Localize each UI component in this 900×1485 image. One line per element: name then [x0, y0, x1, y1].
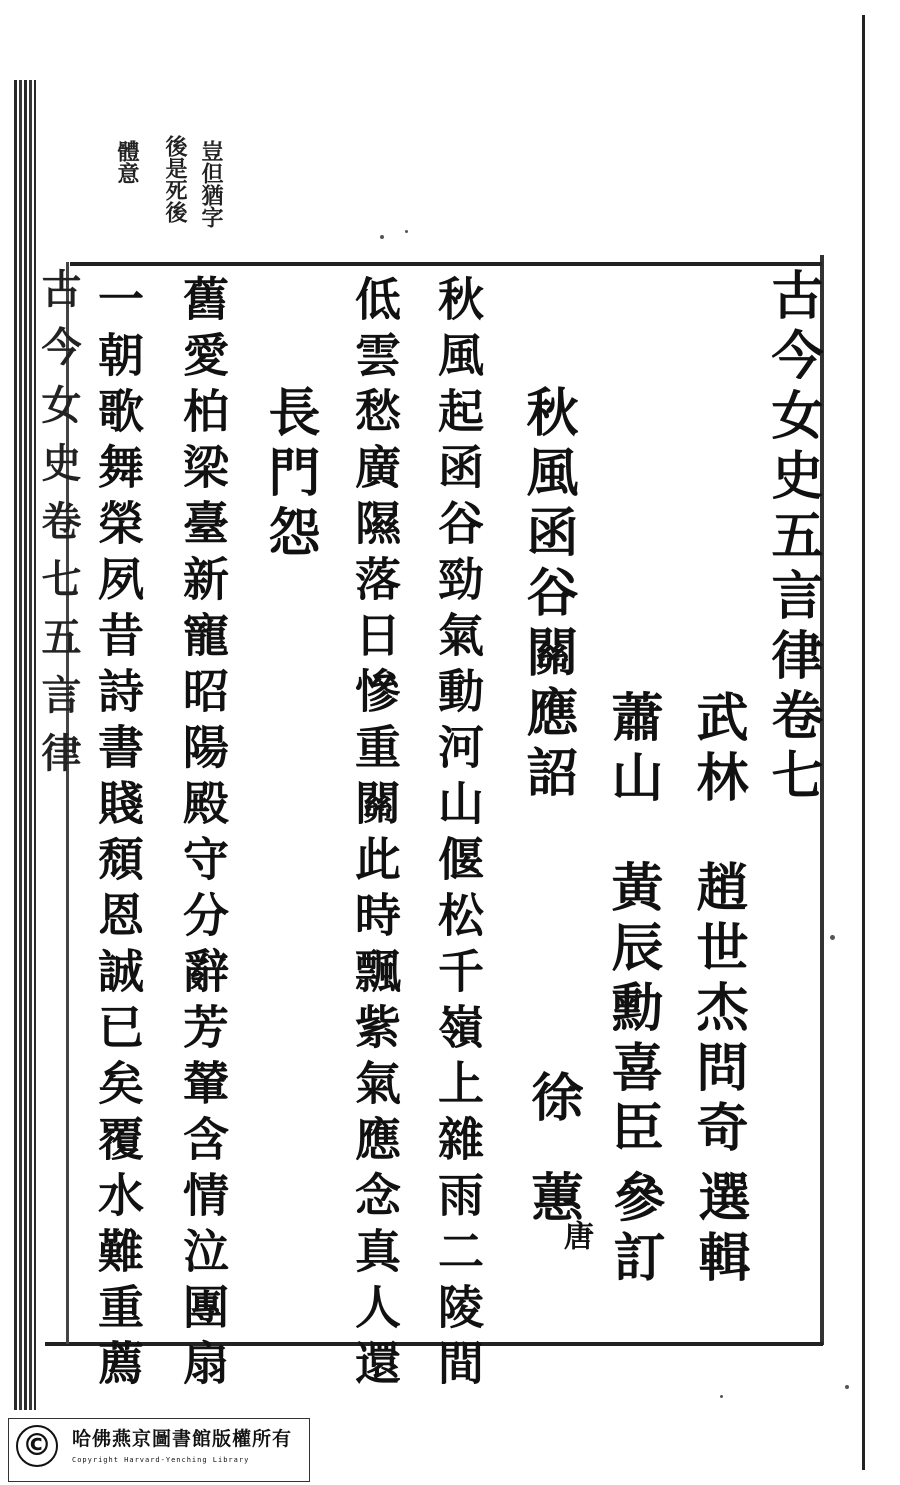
copyright-subtext: Copyright Harvard-Yenching Library: [72, 1456, 250, 1464]
poem-1-author-given: 蕙: [522, 1170, 583, 1230]
page-right-edge: [862, 15, 865, 1470]
compiler-2-role: 參訂: [604, 1170, 665, 1290]
scan-speck: [720, 1395, 723, 1398]
poem-1-dynasty: 唐: [558, 1220, 593, 1250]
fold-label: 古今女史卷七五言律: [35, 268, 82, 790]
copyright-text: 哈佛燕京圖書館版權所有: [72, 1428, 293, 1450]
poem-1-line-2: 低雲愁廣隰落日慘重關此時飄紫氣應念真人還: [348, 275, 402, 1395]
compiler-1-role: 選輯: [689, 1170, 750, 1290]
volume-title: 古今女史五言律卷七: [762, 268, 823, 808]
poem-2-title: 長門怨: [259, 385, 320, 565]
scan-speck: [380, 235, 384, 239]
poem-2-line-1: 舊愛柏梁臺新寵昭陽殿守分辭芳輦含情泣團扇: [176, 275, 230, 1395]
scan-speck: [845, 1385, 849, 1389]
compiler-2-name: 黃辰勳喜臣: [602, 860, 663, 1160]
scan-speck: [830, 935, 835, 940]
copyright-icon: ©: [16, 1425, 58, 1467]
frame-top-border: [70, 262, 822, 266]
compiler-1-name: 趙世杰問奇: [687, 860, 748, 1160]
poem-2-line-2: 一朝歌舞榮夙昔詩書賤頹恩誠已矣覆水難重薦: [91, 275, 145, 1395]
poem-1-author: 徐: [522, 1070, 583, 1130]
margin-note-1: 豈但猶字: [198, 140, 224, 228]
poem-1-title: 秋風函谷關應詔: [517, 385, 578, 805]
scan-speck: [405, 230, 408, 233]
poem-1-line-1: 秋風起函谷勁氣動河山偃松千嶺上雜雨二陵間: [431, 275, 485, 1395]
margin-note-2: 後是死後: [162, 135, 188, 223]
margin-note-3: 體意: [114, 140, 140, 184]
compiler-1-place: 武林: [687, 690, 748, 810]
compiler-2-place: 蕭山: [602, 690, 663, 810]
